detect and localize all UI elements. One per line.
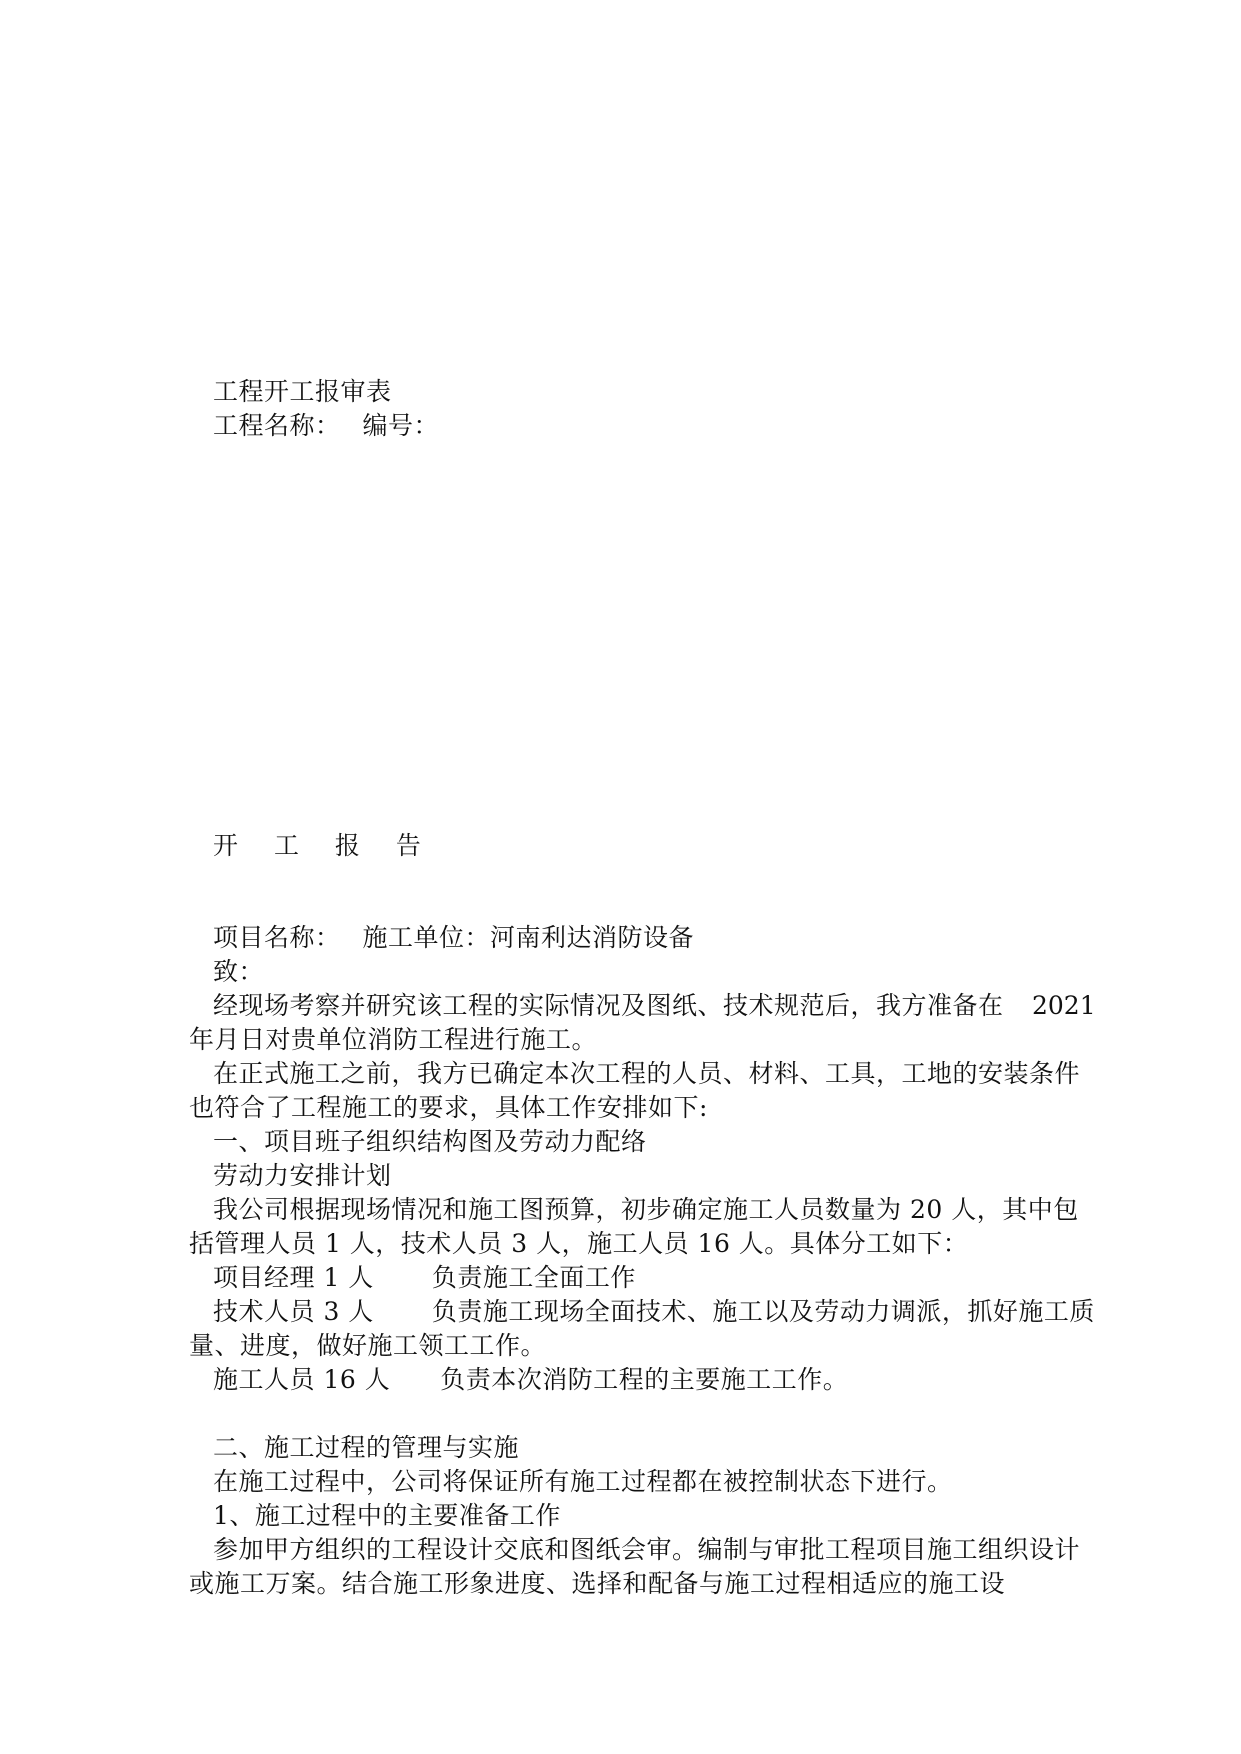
para2-line2: 也符合了工程施工的要求，具体工作安排如下: [189, 1093, 708, 1122]
para2-line1: 在正式施工之前，我方已确定本次工程的人员、材料、工具，工地的安装条件 [213, 1059, 1081, 1088]
role-duty-continuation: 量、进度，做好施工领工工作。 [189, 1331, 547, 1360]
role-duty: 负责施工现场全面技术、施工以及劳动力调派，抓好施工质 [431, 1297, 1095, 1326]
project-name-label: 工程名称： [213, 411, 341, 440]
role-row [213, 1363, 848, 1397]
role-duty: 负责施工全面工作 [431, 1263, 636, 1292]
to-label: 致： [213, 957, 265, 986]
labor-heading: 劳动力安排计划 [213, 1161, 392, 1190]
section1-heading: 一、项目班子组织结构图及劳动力配络 [213, 1127, 647, 1156]
role-row [213, 1295, 1095, 1329]
role-duty: 负责本次消防工程的主要施工工作。 [440, 1365, 849, 1394]
role-name: 项目经理 1 人 [213, 1263, 374, 1292]
para3-line2: 括管理人员 1 人，技术人员 3 人，施工人员 16 人。具体分工如下： [189, 1229, 969, 1258]
report-title: 开 工 报 告 [213, 831, 435, 860]
role-name: 施工人员 16 人 [213, 1365, 391, 1394]
para4: 在施工过程中，公司将保证所有施工过程都在被控制状态下进行。 [213, 1467, 953, 1496]
role-name: 技术人员 3 人 [213, 1297, 374, 1326]
para5-line2: 或施工万案。结合施工形象进度、选择和配备与施工过程相适应的施工设 [189, 1569, 1006, 1598]
sub1-heading: 1、施工过程中的主要准备工作 [213, 1501, 561, 1530]
project-label: 项目名称： [213, 923, 341, 952]
project-name-number-line [213, 409, 439, 443]
project-contractor-line [213, 921, 694, 955]
role-row [213, 1261, 636, 1295]
para1-line1: 经现场考察并研究该工程的实际情况及图纸、技术规范后，我方准备在 [213, 991, 1004, 1020]
para1-year: 2021 [1032, 991, 1096, 1020]
para3-line1: 我公司根据现场情况和施工图预算，初步确定施工人员数量为 20 人，其中包 [213, 1195, 1079, 1224]
number-label: 编号： [362, 411, 440, 440]
contractor: 施工单位：河南利达消防设备 [362, 923, 695, 952]
para1-line2: 年月日对贵单位消防工程进行施工。 [189, 1025, 598, 1054]
section2-heading: 二、施工过程的管理与实施 [213, 1433, 520, 1462]
para5-line1: 参加甲方组织的工程设计交底和图纸会审。编制与审批工程项目施工组织设计 [213, 1535, 1081, 1564]
form-title: 工程开工报审表 [213, 377, 392, 406]
